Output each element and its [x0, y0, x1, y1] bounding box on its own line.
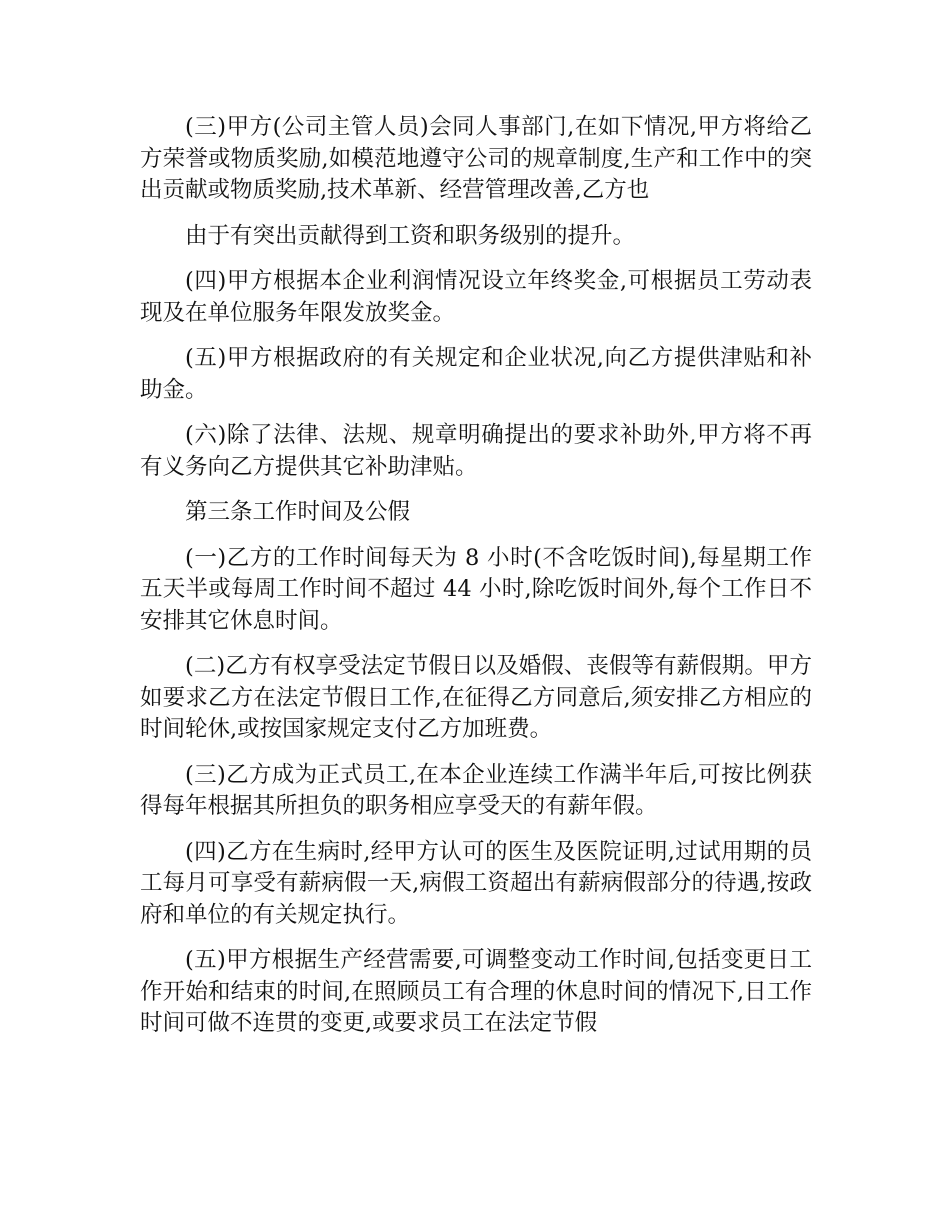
paragraph-no-other-subsidy: (六)除了法律、法规、规章明确提出的要求补助外,甲方将不再有义务向乙方提供其它补助津贴。 [140, 422, 812, 480]
paragraph-daily-hours: (一)乙方的工作时间每天为 8 小时(不含吃饭时间),每星期工作五天半或每周工作时间不超过 44 小时,除吃饭时间外,每个工作日不安排其它休息时间。 [140, 544, 812, 634]
paragraph-year-end-bonus: (四)甲方根据本企业利润情况设立年终奖金,可根据员工劳动表现及在单位服务年限发放奖金。 [140, 268, 812, 326]
document-body [140, 112, 812, 1054]
paragraph-promotion: 由于有突出贡献得到工资和职务级别的提升。 [185, 222, 636, 249]
paragraph-reward: (三)甲方(公司主管人员)会同人事部门,在如下情况,甲方将给乙方荣誉或物质奖励,如模范地遵守公司的规章制度,生产和工作中的突出贡献或物质奖励,技术革新、经营管理改善,乙方也 [140, 114, 812, 203]
paragraph-annual-leave: (三)乙方成为正式员工,在本企业连续工作满半年后,可按比例获得每年根据其所担负的职务相应享受天的有薪年假。 [140, 761, 812, 819]
section-heading-work-hours: 第三条工作时间及公假 [185, 499, 411, 525]
paragraph-allowance: (五)甲方根据政府的有关规定和企业状况,向乙方提供津贴和补助金。 [140, 345, 812, 403]
paragraph-schedule-adjustment: (五)甲方根据生产经营需要,可调整变动工作时间,包括变更日工作开始和结束的时间,在照顾员工有合理的休息时间的情况下,日工作时间可做不连贯的变更,或要求员工在法定节假 [140, 947, 812, 1036]
paragraph-statutory-holidays: (二)乙方有权享受法定节假日以及婚假、丧假等有薪假期。甲方如要求乙方在法定节假日工作,在征得乙方同意后,须安排乙方相应的时间轮休,或按国家规定支付乙方加班费。 [140, 653, 812, 742]
paragraph-sick-leave: (四)乙方在生病时,经甲方认可的医生及医院证明,过试用期的员工每月可享受有薪病假一天,病假工资超出有薪病假部分的待遇,按政府和单位的有关规定执行。 [140, 838, 812, 928]
